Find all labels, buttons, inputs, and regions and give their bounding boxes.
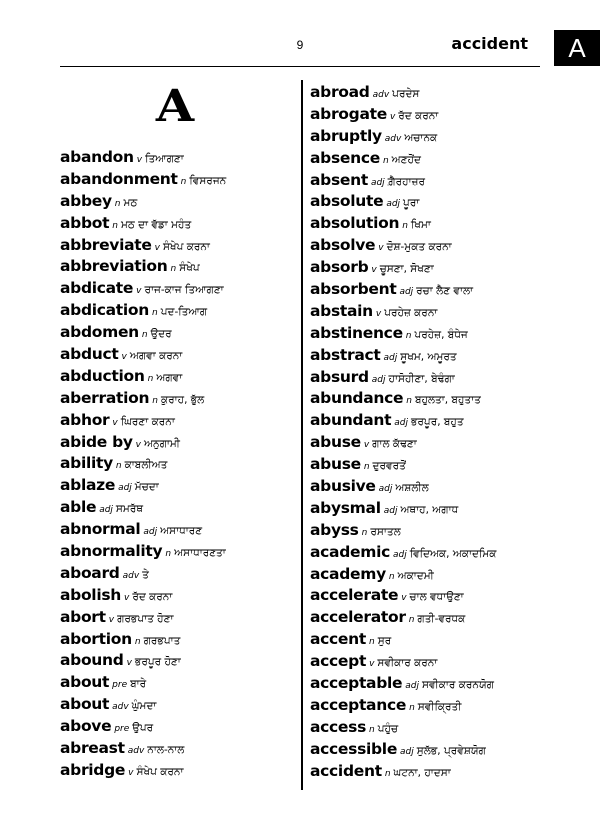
translation: ਚਾਲ ਵਧਾਉਣਾ bbox=[409, 591, 464, 604]
part-of-speech: v bbox=[369, 659, 375, 670]
headword: abolish bbox=[60, 585, 121, 604]
translation: ਉਪਰ bbox=[132, 722, 154, 735]
letter-tab: A bbox=[554, 30, 600, 66]
headword: abysmal bbox=[310, 498, 381, 517]
part-of-speech: n bbox=[170, 264, 177, 275]
headword: accessible bbox=[310, 739, 398, 758]
headword: abruptly bbox=[310, 126, 382, 145]
translation: ਦੋਸ਼-ਮੁਕਤ ਕਰਨਾ bbox=[386, 241, 452, 254]
dictionary-entry bbox=[310, 563, 595, 585]
part-of-speech: adj bbox=[405, 681, 419, 692]
part-of-speech: n bbox=[384, 768, 391, 779]
translation: ਮੱਚਦਾ bbox=[134, 481, 159, 494]
part-of-speech: pre bbox=[114, 724, 130, 735]
dictionary-entry bbox=[60, 715, 296, 737]
part-of-speech: n bbox=[180, 176, 187, 187]
translation: ਸਵੀਕਾਰ ਕਰਨਯੋਗ bbox=[421, 679, 494, 692]
headword: access bbox=[310, 717, 366, 736]
headword: abduct bbox=[60, 345, 119, 364]
translation: ਗਰਭਪਾਤ ਹੋਣਾ bbox=[117, 612, 174, 625]
dictionary-entry bbox=[310, 103, 595, 125]
translation: ਘੁੰਮਦਾ bbox=[131, 700, 157, 713]
headword: absorb bbox=[310, 258, 369, 277]
dictionary-entry bbox=[310, 672, 595, 694]
dictionary-entry bbox=[310, 716, 595, 738]
dictionary-entry bbox=[310, 234, 595, 256]
part-of-speech: n bbox=[165, 549, 172, 560]
dictionary-entry bbox=[60, 387, 296, 409]
headword: abandonment bbox=[60, 169, 178, 188]
dictionary-entry bbox=[60, 277, 296, 299]
dictionary-entry bbox=[60, 671, 296, 693]
headword: absent bbox=[310, 170, 368, 189]
translation: ਸੰਖੇਪ bbox=[179, 262, 200, 275]
headword: abnormal bbox=[60, 520, 141, 539]
translation: ਰੱਦ ਕਰਨਾ bbox=[132, 590, 173, 603]
headword: accept bbox=[310, 652, 367, 671]
translation: ਕਾਬਲੀਅਤ bbox=[124, 459, 168, 472]
headword: absolve bbox=[310, 236, 376, 255]
translation: ਸੁਲੱਭ, ਪ੍ਰਵੇਸ਼ਯੋਗ bbox=[416, 744, 486, 757]
part-of-speech: v bbox=[389, 111, 396, 122]
part-of-speech: adv bbox=[127, 746, 145, 757]
dictionary-entry bbox=[60, 409, 296, 431]
dictionary-entry bbox=[60, 518, 296, 540]
dictionary-entry bbox=[60, 496, 296, 518]
translation: ਪੂਰਾ bbox=[403, 197, 420, 210]
dictionary-entry bbox=[310, 322, 595, 344]
part-of-speech: v bbox=[124, 592, 130, 603]
dictionary-entry bbox=[60, 649, 296, 671]
dictionary-entry bbox=[310, 366, 595, 388]
dictionary-entry bbox=[60, 540, 296, 562]
dictionary-entry bbox=[60, 343, 296, 365]
dictionary-entry bbox=[60, 628, 296, 650]
part-of-speech: n bbox=[152, 308, 158, 319]
part-of-speech: adv bbox=[384, 133, 402, 144]
translation: ਭਰਪੂਰ ਹੋਣਾ bbox=[134, 656, 181, 669]
left-column bbox=[60, 146, 296, 781]
headword: abusive bbox=[310, 477, 376, 496]
translation: ਦੁਰਵਰਤੋਂ bbox=[372, 460, 406, 473]
part-of-speech: v bbox=[126, 658, 132, 669]
dictionary-entry bbox=[60, 693, 296, 715]
headword: abstain bbox=[310, 301, 373, 320]
headword: abbreviation bbox=[60, 257, 168, 276]
headword: abdicate bbox=[60, 279, 134, 298]
part-of-speech: n bbox=[141, 330, 148, 341]
part-of-speech: v bbox=[401, 593, 407, 604]
part-of-speech: v bbox=[136, 155, 143, 165]
dictionary-entry bbox=[60, 737, 296, 759]
headword: abundance bbox=[310, 389, 404, 408]
part-of-speech: adj bbox=[386, 199, 401, 210]
translation: ਤੇ bbox=[142, 568, 149, 581]
part-of-speech: adv bbox=[112, 702, 129, 713]
translation: ਮਠ ਦਾ ਵੱਡਾ ਮਹੰਤ bbox=[120, 218, 192, 231]
translation: ਅਗਵਾ ਕਰਨਾ bbox=[129, 350, 183, 363]
dictionary-entry bbox=[60, 255, 296, 277]
part-of-speech: n bbox=[115, 461, 122, 472]
headword: abundant bbox=[310, 411, 392, 430]
translation: ਗ਼ੈਰਹਾਜ਼ਰ bbox=[387, 175, 425, 188]
headword: absorbent bbox=[310, 280, 397, 299]
part-of-speech: v bbox=[135, 439, 141, 450]
part-of-speech: n bbox=[382, 155, 389, 166]
headword: about bbox=[60, 695, 110, 714]
part-of-speech: v bbox=[363, 440, 370, 451]
headword: academic bbox=[310, 542, 390, 561]
translation: ਗਾਲ ਕੱਢਣਾ bbox=[372, 438, 417, 451]
dictionary-entry bbox=[310, 125, 595, 147]
translation: ਹਾਸੋਹੀਣਾ, ਬੇਢੰਗਾ bbox=[388, 372, 455, 385]
part-of-speech: v bbox=[378, 243, 384, 254]
translation: ਗਰਭਪਾਤ bbox=[143, 634, 181, 647]
part-of-speech: v bbox=[136, 286, 142, 297]
headword: abound bbox=[60, 651, 124, 670]
translation: ਮਠ bbox=[123, 196, 138, 209]
dictionary-entry bbox=[310, 169, 595, 191]
headword: absence bbox=[310, 148, 380, 167]
dictionary-entry bbox=[310, 344, 595, 366]
headword: ablaze bbox=[60, 476, 116, 495]
translation: ਸਮਰੱਥ bbox=[115, 503, 143, 516]
headword: abdomen bbox=[60, 323, 139, 342]
headword: abbreviate bbox=[60, 235, 152, 254]
part-of-speech: n bbox=[409, 702, 415, 713]
translation: ਪਹੁੰਚ bbox=[377, 722, 399, 735]
part-of-speech: adj bbox=[118, 483, 132, 494]
part-of-speech: n bbox=[363, 462, 370, 473]
translation: ਘਿਰਣਾ ਕਰਨਾ bbox=[120, 415, 175, 428]
dictionary-entry bbox=[310, 453, 595, 475]
part-of-speech: v bbox=[154, 242, 160, 253]
dictionary-entry bbox=[60, 452, 296, 474]
headword: accelerate bbox=[310, 586, 399, 605]
translation: ਪਰਦੇਸ bbox=[392, 88, 420, 100]
translation: ਅਸਾਧਾਰਣਤਾ bbox=[174, 547, 226, 560]
dictionary-entry bbox=[60, 759, 296, 781]
headword: abide by bbox=[60, 432, 133, 451]
part-of-speech: v bbox=[375, 308, 382, 319]
part-of-speech: v bbox=[112, 417, 118, 428]
headword: absurd bbox=[310, 367, 369, 386]
dictionary-entry bbox=[310, 606, 595, 628]
dictionary-entry bbox=[310, 584, 595, 606]
translation: ਸੂਖਮ, ਅਮੂਰਤ bbox=[400, 350, 457, 363]
dictionary-entry bbox=[60, 146, 296, 168]
right-column bbox=[310, 81, 595, 782]
dictionary-entry bbox=[310, 81, 595, 103]
dictionary-entry bbox=[310, 190, 595, 212]
dictionary-entry bbox=[310, 694, 595, 716]
part-of-speech: n bbox=[114, 198, 121, 209]
part-of-speech: adj bbox=[383, 352, 398, 363]
dictionary-entry bbox=[60, 299, 296, 321]
part-of-speech: n bbox=[369, 637, 375, 648]
dictionary-entry bbox=[60, 431, 296, 453]
translation: ਸੰਖੇਪ ਕਰਨਾ bbox=[162, 240, 210, 253]
headword: abridge bbox=[60, 760, 126, 779]
dictionary-entry bbox=[310, 738, 595, 760]
dictionary-entry bbox=[310, 760, 595, 782]
translation: ਸਵੀਕਾਰ ਕਰਨਾ bbox=[377, 657, 438, 670]
part-of-speech: adj bbox=[370, 177, 385, 188]
dictionary-entry bbox=[60, 168, 296, 190]
part-of-speech: adj bbox=[371, 374, 386, 385]
dictionary-entry bbox=[310, 147, 595, 169]
headword: abbot bbox=[60, 213, 110, 232]
translation: ਅਣਹੋਂਦ bbox=[391, 153, 421, 166]
headword: abhor bbox=[60, 410, 110, 429]
part-of-speech: adj bbox=[378, 484, 393, 495]
running-head: accident bbox=[451, 34, 528, 53]
headword: abduction bbox=[60, 366, 145, 385]
translation: ਰਸਾਤਲ bbox=[370, 525, 401, 538]
translation: ਸੁਰ bbox=[377, 635, 392, 648]
part-of-speech: n bbox=[405, 330, 412, 341]
headword: aboard bbox=[60, 563, 120, 582]
headword: abortion bbox=[60, 629, 132, 648]
part-of-speech: adj bbox=[400, 746, 414, 757]
part-of-speech: n bbox=[152, 395, 158, 406]
headword: above bbox=[60, 717, 112, 736]
part-of-speech: adv bbox=[122, 570, 140, 581]
headword: abuse bbox=[310, 433, 361, 452]
headword: acceptable bbox=[310, 674, 403, 693]
translation: ਰਾਜ-ਕਾਜ ਤਿਆਗਣਾ bbox=[144, 284, 224, 297]
part-of-speech: adj bbox=[383, 505, 398, 516]
dictionary-entry bbox=[60, 584, 296, 606]
headword: acceptance bbox=[310, 695, 407, 714]
dictionary-entry bbox=[60, 190, 296, 212]
dictionary-entry bbox=[310, 628, 595, 650]
part-of-speech: v bbox=[108, 614, 115, 625]
headword: abnormality bbox=[60, 542, 163, 561]
dictionary-entry bbox=[310, 541, 595, 563]
part-of-speech: pre bbox=[112, 680, 128, 691]
headword: abreast bbox=[60, 739, 125, 758]
part-of-speech: adj bbox=[143, 527, 158, 538]
dictionary-entry bbox=[310, 431, 595, 453]
column-divider bbox=[301, 80, 303, 790]
headword: about bbox=[60, 673, 110, 692]
part-of-speech: n bbox=[147, 373, 154, 384]
headword: abstract bbox=[310, 345, 381, 364]
translation: ਤਿਆਗਣਾ bbox=[145, 153, 184, 165]
dictionary-entry bbox=[310, 497, 595, 519]
headword: abstinence bbox=[310, 323, 403, 342]
headword: able bbox=[60, 498, 97, 517]
headword: absolution bbox=[310, 214, 400, 233]
dictionary-entry bbox=[60, 212, 296, 234]
headword: abuse bbox=[310, 455, 361, 474]
headword: accident bbox=[310, 761, 382, 780]
headword: absolute bbox=[310, 192, 384, 211]
dictionary-entry bbox=[310, 300, 595, 322]
part-of-speech: adj bbox=[99, 505, 113, 516]
dictionary-entry bbox=[310, 387, 595, 409]
part-of-speech: adj bbox=[392, 549, 407, 560]
translation: ਅਨੁਗਾਮੀ bbox=[144, 437, 180, 450]
dictionary-entry bbox=[60, 365, 296, 387]
headword: abrogate bbox=[310, 104, 387, 123]
header-rule bbox=[60, 66, 540, 67]
headword: abandon bbox=[60, 148, 134, 166]
headword: accelerator bbox=[310, 608, 406, 627]
dictionary-entry bbox=[310, 475, 595, 497]
translation: ਵਿਦਿਅਕ, ਅਕਾਦਮਿਕ bbox=[409, 547, 497, 560]
dictionary-entry bbox=[60, 234, 296, 256]
headword: ability bbox=[60, 454, 113, 473]
translation: ਖਿਮਾ bbox=[410, 219, 431, 232]
translation: ਅਸਾਧਾਰਣ bbox=[160, 525, 203, 538]
part-of-speech: v bbox=[128, 767, 134, 778]
translation: ਚੂਸਣਾ, ਸੋਖਣਾ bbox=[379, 263, 434, 276]
translation: ਅਕਾਦਮੀ bbox=[397, 569, 434, 582]
part-of-speech: n bbox=[112, 220, 118, 231]
part-of-speech: v bbox=[371, 265, 377, 276]
headword: abroad bbox=[310, 83, 370, 101]
part-of-speech: adj bbox=[394, 418, 408, 429]
dictionary-entry bbox=[60, 474, 296, 496]
translation: ਅਚਾਨਕ bbox=[404, 131, 438, 144]
translation: ਸਵੀਕ੍ਰਿਤੀ bbox=[417, 700, 462, 713]
part-of-speech: n bbox=[369, 724, 375, 735]
section-letter: A bbox=[155, 81, 195, 132]
part-of-speech: adv bbox=[372, 90, 390, 100]
translation: ਪਰਹੇਜ਼ ਕਰਨਾ bbox=[384, 306, 438, 319]
translation: ਅਸ਼ਲੀਲ bbox=[395, 482, 429, 495]
translation: ਘਟਨਾ, ਹਾਦਸਾ bbox=[393, 766, 451, 779]
dictionary-entry bbox=[310, 278, 595, 300]
translation: ਬਹੁਲਤਾ, ਬਹੁਤਾਤ bbox=[414, 394, 481, 407]
translation: ਪਦ-ਤਿਆਗ bbox=[160, 306, 208, 319]
part-of-speech: n bbox=[388, 571, 395, 582]
translation: ਸੰਖੇਪ ਕਰਨਾ bbox=[136, 765, 184, 778]
headword: academy bbox=[310, 564, 386, 583]
translation: ਰੱਦ ਕਰਨਾ bbox=[398, 109, 439, 122]
part-of-speech: adj bbox=[399, 287, 414, 298]
headword: abyss bbox=[310, 520, 359, 539]
translation: ਪਰਹੇਜ਼, ਬੰਧੇਜ bbox=[414, 328, 468, 341]
translation: ਭਰਪੂਰ, ਬਹੁਤ bbox=[410, 416, 464, 429]
headword: abbey bbox=[60, 191, 112, 210]
translation: ਅਗਵਾ bbox=[156, 371, 183, 384]
translation: ਗਤੀ-ਵਰਧਕ bbox=[417, 613, 466, 626]
dictionary-entry bbox=[60, 321, 296, 343]
headword: aberration bbox=[60, 388, 150, 407]
translation: ਰਚਾ ਲੈਣ ਵਾਲਾ bbox=[416, 285, 474, 298]
part-of-speech: n bbox=[134, 636, 141, 647]
headword: accent bbox=[310, 630, 366, 649]
headword: abdication bbox=[60, 301, 150, 320]
dictionary-entry bbox=[310, 650, 595, 672]
dictionary-entry bbox=[60, 562, 296, 584]
headword: abort bbox=[60, 607, 106, 626]
part-of-speech: v bbox=[121, 352, 127, 363]
translation: ਕੁਰਾਹ, ਭੁੱਲ bbox=[160, 393, 205, 406]
translation: ਨਾਲ-ਨਾਲ bbox=[147, 744, 185, 757]
dictionary-entry bbox=[310, 519, 595, 541]
part-of-speech: n bbox=[402, 221, 408, 232]
translation: ਬਾਰੇ bbox=[130, 678, 147, 691]
translation: ਉਦਰ bbox=[150, 328, 172, 341]
dictionary-entry bbox=[310, 409, 595, 431]
page-number: 9 bbox=[296, 38, 304, 52]
translation: ਵਿਸਰਜਨ bbox=[189, 174, 227, 187]
translation: ਅਥਾਹ, ਅਗਾਧ bbox=[400, 503, 459, 516]
part-of-speech: n bbox=[406, 396, 412, 407]
part-of-speech: n bbox=[361, 527, 368, 538]
dictionary-entry bbox=[60, 606, 296, 628]
dictionary-entry bbox=[310, 256, 595, 278]
dictionary-entry bbox=[310, 212, 595, 234]
part-of-speech: n bbox=[408, 615, 415, 626]
